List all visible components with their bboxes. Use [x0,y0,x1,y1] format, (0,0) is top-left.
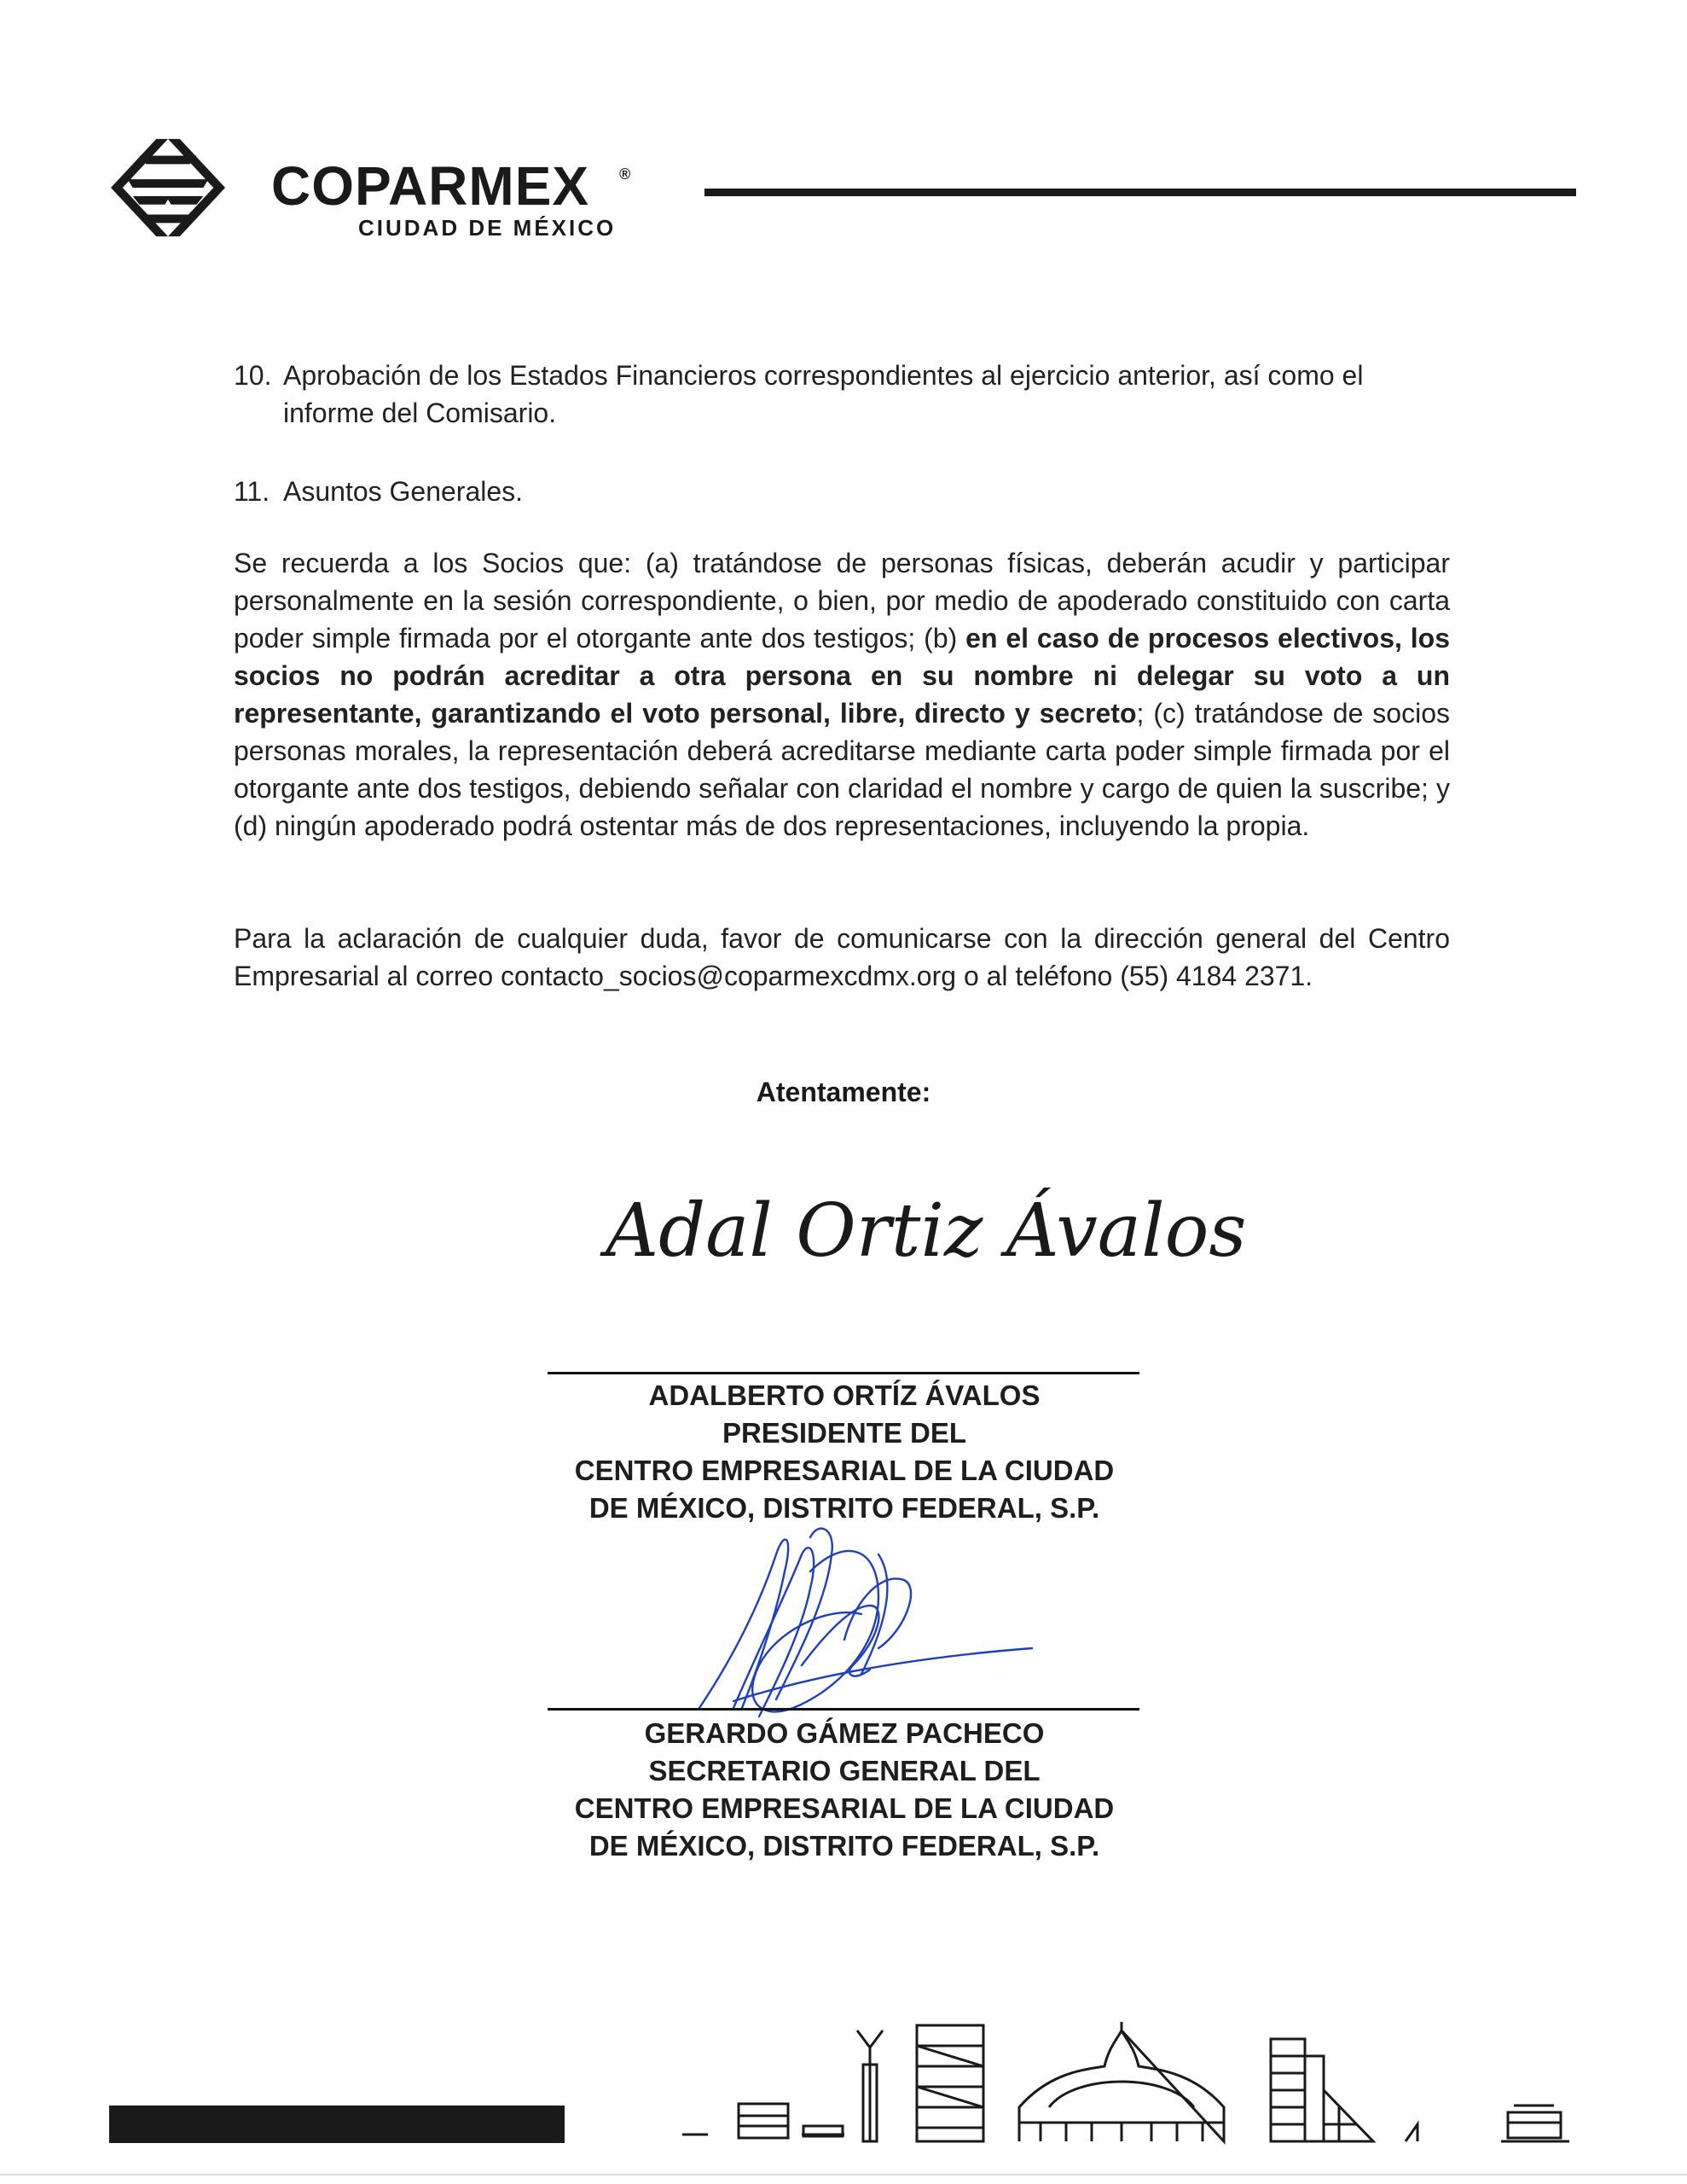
city-skyline-icon [682,2005,1578,2150]
footer-bar [109,2106,565,2143]
registered-mark: ® [619,166,631,183]
handwritten-signature-2 [682,1503,1058,1725]
contact-paragraph: Para la aclaración de cualquier duda, favor de comunicarse con la dirección general del Centro Empresarial al correo contacto_socios@coparmexcdmx.org o al teléfono (55) 4184 2371. [234,923,1450,991]
agenda-item-text: Asuntos Generales. [283,476,524,507]
signatory-2-title: SECRETARIO GENERAL DEL [648,1755,1041,1786]
coparmex-logo-icon [109,136,227,239]
handwritten-signature-1 [597,1162,1247,1290]
signatory-2-block [478,1715,1211,1865]
signature-1-text: Adal Ortiz Ávalos [606,1188,1247,1274]
signatory-1-org-line2: DE MÉXICO, DISTRITO FEDERAL, S.P. [588,1492,1100,1524]
signatory-2-org-line2: DE MÉXICO, DISTRITO FEDERAL, S.P. [588,1830,1100,1862]
reminder-text-b: ; (c) tratándose de socios personas morales, la representación deberá acreditarse mediante carta poder simple firmada por el otorgante ante dos testigos, debiendo señalar con claridad el nombre y cargo de quien la suscribe; y (d) ningún apoderado podrá ostentar más de dos representaciones, incluyendo la propia. [234,698,1451,841]
signatory-2-org-line1: CENTRO EMPRESARIAL DE LA CIUDAD [574,1792,1115,1824]
agenda-item-number: 11. [234,476,270,507]
signatory-1-org-line1: CENTRO EMPRESARIAL DE LA CIUDAD [574,1455,1115,1486]
reminder-text-a: Se recuerda a los Socios que: (a) tratándose de personas físicas, deberán acudir y participar personalmente en la sesión correspondiente, o bien, por medio de apoderado constituido con carta poder simple firmada por el otorgante ante dos testigos; (b) [234,548,1450,653]
brand-name: COPARMEX [271,155,590,217]
reminder-paragraph [234,544,1450,845]
page-edge [0,2174,1687,2175]
reminder-bold-text: en el caso de procesos electivos, los socios no podrán acreditar a otra persona en su nombre ni delegar su voto a un representante, garantizando el voto personal, libre, directo y secreto [234,623,1451,729]
agenda-item-text: Aprobación de los Estados Financieros correspondientes al ejercicio anterior, así como el informe del Comisario. [283,360,1364,428]
signatory-1-name: ADALBERTO ORTÍZ ÁVALOS [648,1380,1041,1411]
header-rule [704,189,1576,196]
signatory-1-title: PRESIDENTE DEL [722,1417,967,1449]
closing-salutation: Atentamente: [756,1077,931,1107]
agenda-item-number: 10. [234,360,272,391]
signature-line-2 [548,1708,1139,1711]
signature-line-1 [548,1372,1139,1374]
signatory-2-name: GERARDO GÁMEZ PACHECO [644,1717,1045,1749]
brand-subtitle: CIUDAD DE MÉXICO [358,215,617,241]
